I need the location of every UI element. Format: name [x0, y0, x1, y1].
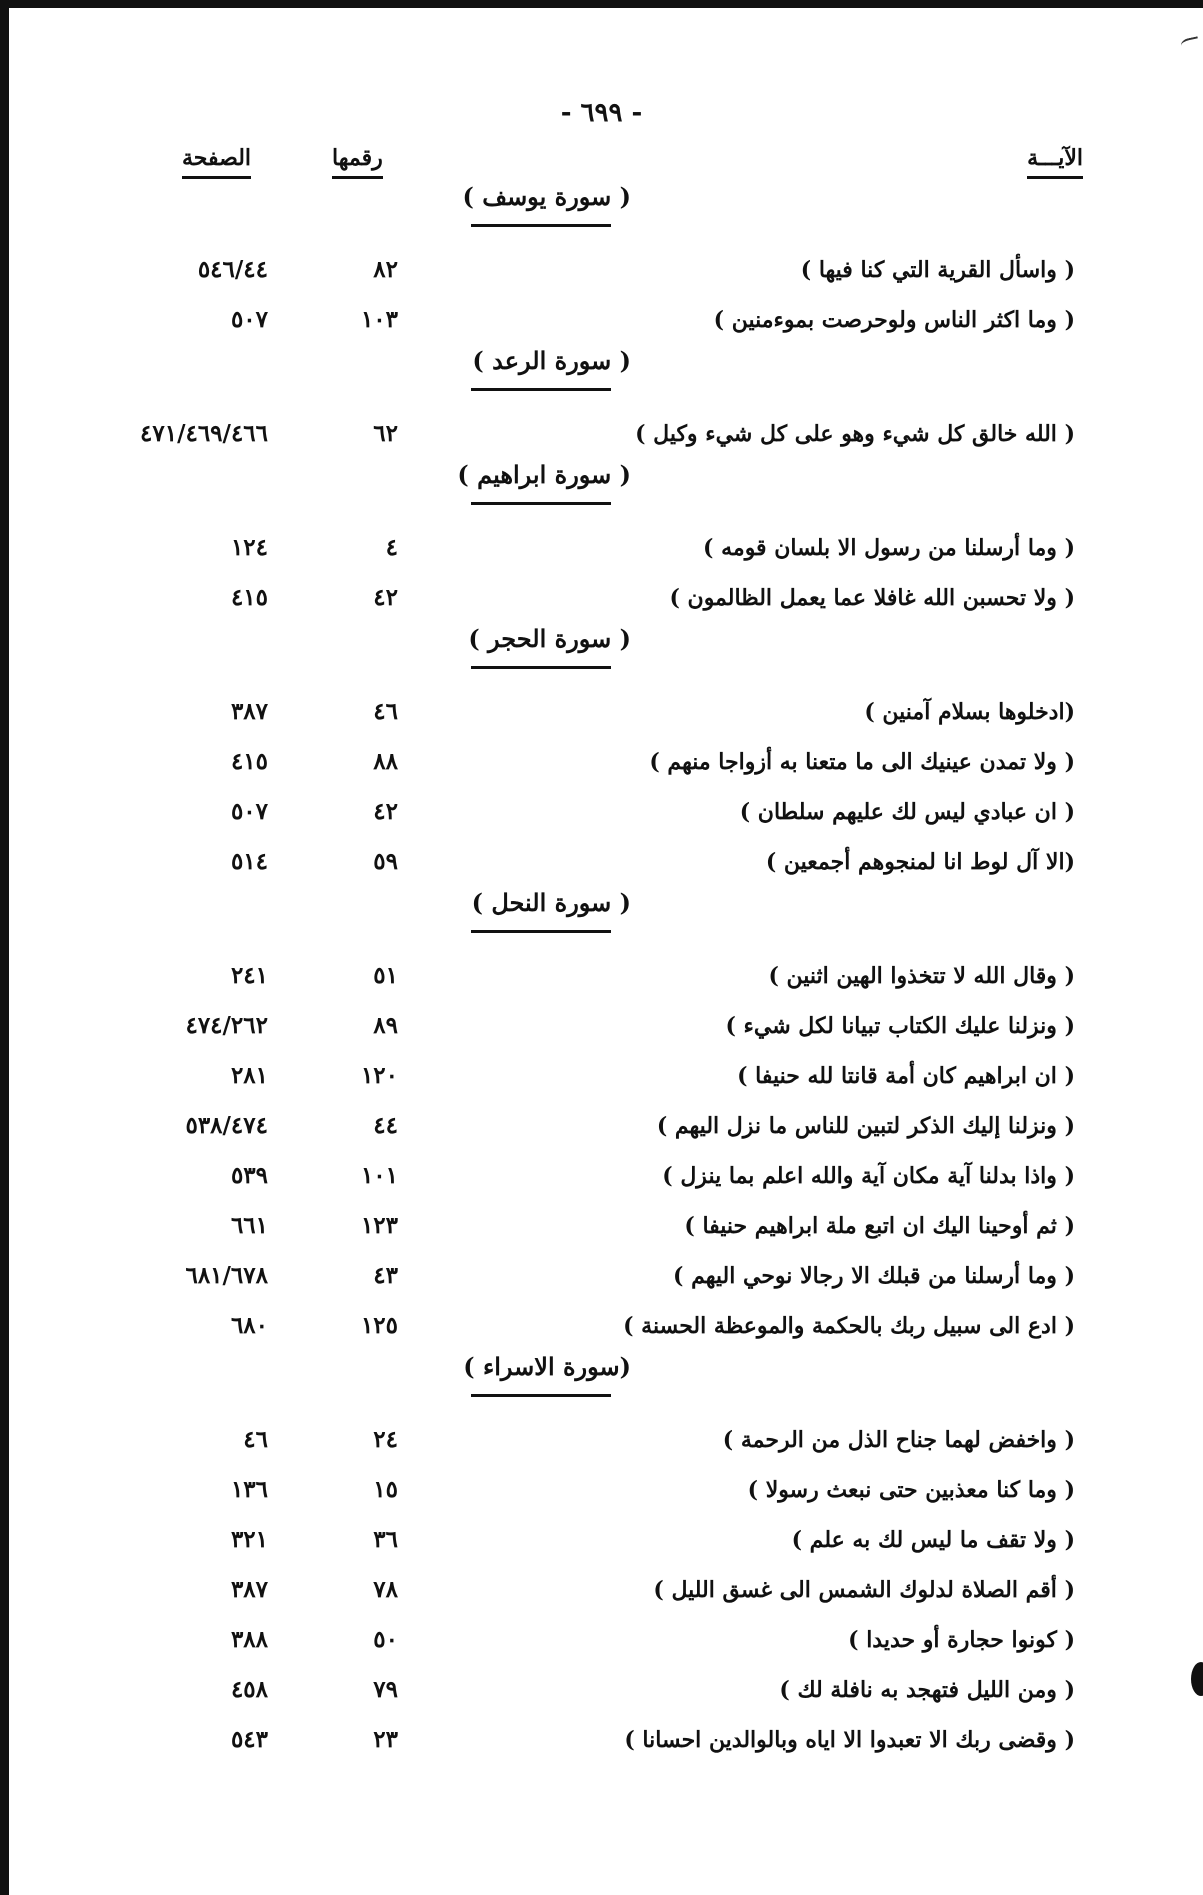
page-reference: ١٣٦: [230, 1476, 268, 1503]
surah-heading: [0, 886, 1203, 950]
index-row: [0, 522, 1203, 572]
page-reference: ٤٧٤/٢٦٢: [185, 1012, 268, 1039]
verse-text: ( وقال الله لا تتخذوا الهين اثنين ): [768, 963, 1075, 989]
page-reference: ٣٨٨: [230, 1626, 268, 1653]
verse-text: ( ان عبادي ليس لك عليهم سلطان ): [739, 799, 1075, 825]
verse-text: ( وما أرسلنا من رسول الا بلسان قومه ): [703, 535, 1075, 561]
index-row: [0, 1464, 1203, 1514]
page-reference: ٦٨١/٦٧٨: [185, 1262, 268, 1289]
verse-number: ٤٣: [373, 1262, 398, 1289]
index-row: [0, 1664, 1203, 1714]
verse-number: ٥١: [373, 962, 398, 989]
verse-text: ( ادع الى سبيل ربك بالحكمة والموعظة الحسنة ): [623, 1313, 1075, 1339]
verse-text: ( وما أرسلنا من قبلك الا رجالا نوحي اليهم ): [673, 1263, 1075, 1289]
surah-heading: [0, 180, 1203, 244]
verse-number: ١٠١: [360, 1162, 398, 1189]
verse-number: ٨٩: [373, 1012, 398, 1039]
surah-title-underline: [471, 930, 611, 933]
verse-text: ( ولا تمدن عينيك الى ما متعنا به أزواجا منهم ): [649, 749, 1075, 775]
verse-number: ٤٤: [373, 1112, 398, 1139]
verse-text: ( ومن الليل فتهجد به نافلة لك ): [779, 1677, 1075, 1703]
verse-number: ٢٤: [373, 1426, 398, 1453]
index-row: [0, 686, 1203, 736]
verse-number: ١٠٣: [360, 306, 398, 333]
surah-title: (سورة الاسراء ): [463, 1352, 631, 1381]
verse-text: (ادخلوها بسلام آمنين ): [864, 699, 1075, 725]
page-reference: ٥١٤: [230, 848, 268, 875]
index-row: [0, 408, 1203, 458]
surah-heading: [0, 458, 1203, 522]
index-row: [0, 572, 1203, 622]
index-row: [0, 1150, 1203, 1200]
verse-text: ( واخفض لهما جناح الذل من الرحمة ): [722, 1427, 1075, 1453]
verse-text: ( ثم أوحينا اليك ان اتبع ملة ابراهيم حنيفا ): [684, 1213, 1075, 1239]
column-header-page: الصفحة: [182, 144, 251, 179]
surah-heading: [0, 1350, 1203, 1414]
page-reference: ٥٠٧: [230, 798, 268, 825]
page-reference: ٦٨٠: [230, 1312, 268, 1339]
verse-text: ( أقم الصلاة لدلوك الشمس الى غسق الليل ): [653, 1577, 1075, 1603]
index-row: [0, 736, 1203, 786]
verse-text: ( وما كنا معذبين حتى نبعث رسولا ): [747, 1477, 1075, 1503]
index-row: [0, 1000, 1203, 1050]
index-row: [0, 836, 1203, 886]
verse-number: ٧٩: [373, 1676, 398, 1703]
verse-text: ( واذا بدلنا آية مكان آية والله اعلم بما ينزل ): [662, 1163, 1075, 1189]
column-header-number: رقمها: [332, 144, 383, 179]
page-reference: ٤٥٨: [230, 1676, 268, 1703]
index-row: [0, 1250, 1203, 1300]
surah-heading: [0, 622, 1203, 686]
verse-text: ( ونزلنا عليك الكتاب تبيانا لكل شيء ): [725, 1013, 1075, 1039]
index-table: [0, 180, 1203, 1764]
verse-number: ٥٠: [373, 1626, 398, 1653]
page-reference: ٥٣٨/٤٧٤: [185, 1112, 268, 1139]
verse-text: ( ان ابراهيم كان أمة قانتا لله حنيفا ): [737, 1063, 1075, 1089]
index-row: [0, 1614, 1203, 1664]
surah-heading: [0, 344, 1203, 408]
verse-number: ٤٦: [373, 698, 398, 725]
verse-number: ١٥: [373, 1476, 398, 1503]
verse-number: ٧٨: [373, 1576, 398, 1603]
verse-text: ( واسأل القرية التي كنا فيها ): [800, 257, 1075, 283]
page-reference: ٥٠٧: [230, 306, 268, 333]
verse-number: ٨٢: [373, 256, 398, 283]
surah-title: ( سورة الرعد ): [472, 346, 631, 375]
verse-number: ٦٢: [373, 420, 398, 447]
surah-title: ( سورة النحل ): [471, 888, 631, 917]
surah-title-underline: [471, 388, 611, 391]
page-reference: ٢٤١: [230, 962, 268, 989]
page-reference: ٣٨٧: [230, 1576, 268, 1603]
verse-number: ٤٢: [373, 584, 398, 611]
verse-text: ( ولا تقف ما ليس لك به علم ): [791, 1527, 1075, 1553]
page-number: - ٦٩٩ -: [560, 98, 643, 128]
page-reference: ٤٧١/٤٦٩/٤٦٦: [140, 420, 268, 447]
verse-number: ٤٢: [373, 798, 398, 825]
index-row: [0, 1514, 1203, 1564]
verse-number: ٤: [385, 534, 398, 561]
index-row: [0, 1414, 1203, 1464]
verse-text: ( ونزلنا إليك الذكر لتبين للناس ما نزل اليهم ): [656, 1113, 1075, 1139]
verse-text: ( كونوا حجارة أو حديدا ): [848, 1627, 1075, 1653]
index-row: [0, 786, 1203, 836]
index-row: [0, 1100, 1203, 1150]
index-row: [0, 1300, 1203, 1350]
page-reference: ٥٤٣: [230, 1726, 268, 1753]
verse-text: ( وما اكثر الناس ولوحرصت بموءمنين ): [713, 307, 1075, 333]
surah-title: ( سورة يوسف ): [462, 182, 631, 211]
index-row: [0, 1714, 1203, 1764]
verse-number: ١٢٠: [360, 1062, 398, 1089]
page-reference: ١٢٤: [230, 534, 268, 561]
index-row: [0, 950, 1203, 1000]
page-reference: ٣٨٧: [230, 698, 268, 725]
index-row: [0, 1564, 1203, 1614]
scan-mark: [1180, 36, 1200, 51]
column-header-verse: الآيـــة: [1027, 144, 1083, 179]
verse-text: ( وقضى ربك الا تعبدوا الا اياه وبالوالدين احسانا ): [624, 1727, 1075, 1753]
verse-number: ١٢٥: [360, 1312, 398, 1339]
index-row: [0, 244, 1203, 294]
surah-title-underline: [471, 1394, 611, 1397]
surah-title-underline: [471, 224, 611, 227]
index-row: [0, 1200, 1203, 1250]
scan-border-top: [0, 0, 1203, 8]
verse-text: (الا آل لوط انا لمنجوهم أجمعين ): [765, 849, 1075, 875]
index-row: [0, 294, 1203, 344]
surah-title: ( سورة ابراهيم ): [457, 460, 631, 489]
verse-number: ٢٣: [373, 1726, 398, 1753]
page-reference: ٢٨١: [230, 1062, 268, 1089]
verse-number: ٣٦: [373, 1526, 398, 1553]
page-reference: ٤٦: [243, 1426, 268, 1453]
page-reference: ٥٣٩: [230, 1162, 268, 1189]
verse-text: ( ولا تحسبن الله غافلا عما يعمل الظالمون ): [669, 585, 1075, 611]
index-row: [0, 1050, 1203, 1100]
surah-title: ( سورة الحجر ): [468, 624, 631, 653]
verse-number: ٨٨: [373, 748, 398, 775]
surah-title-underline: [471, 666, 611, 669]
page-reference: ٤١٥: [230, 748, 268, 775]
verse-number: ١٢٣: [360, 1212, 398, 1239]
page-reference: ٣٢١: [230, 1526, 268, 1553]
page-reference: ٥٤٦/٤٤: [197, 256, 268, 283]
verse-text: ( الله خالق كل شيء وهو على كل شيء وكيل ): [635, 421, 1075, 447]
page-reference: ٤١٥: [230, 584, 268, 611]
surah-title-underline: [471, 502, 611, 505]
page-reference: ٦٦١: [230, 1212, 268, 1239]
verse-number: ٥٩: [373, 848, 398, 875]
